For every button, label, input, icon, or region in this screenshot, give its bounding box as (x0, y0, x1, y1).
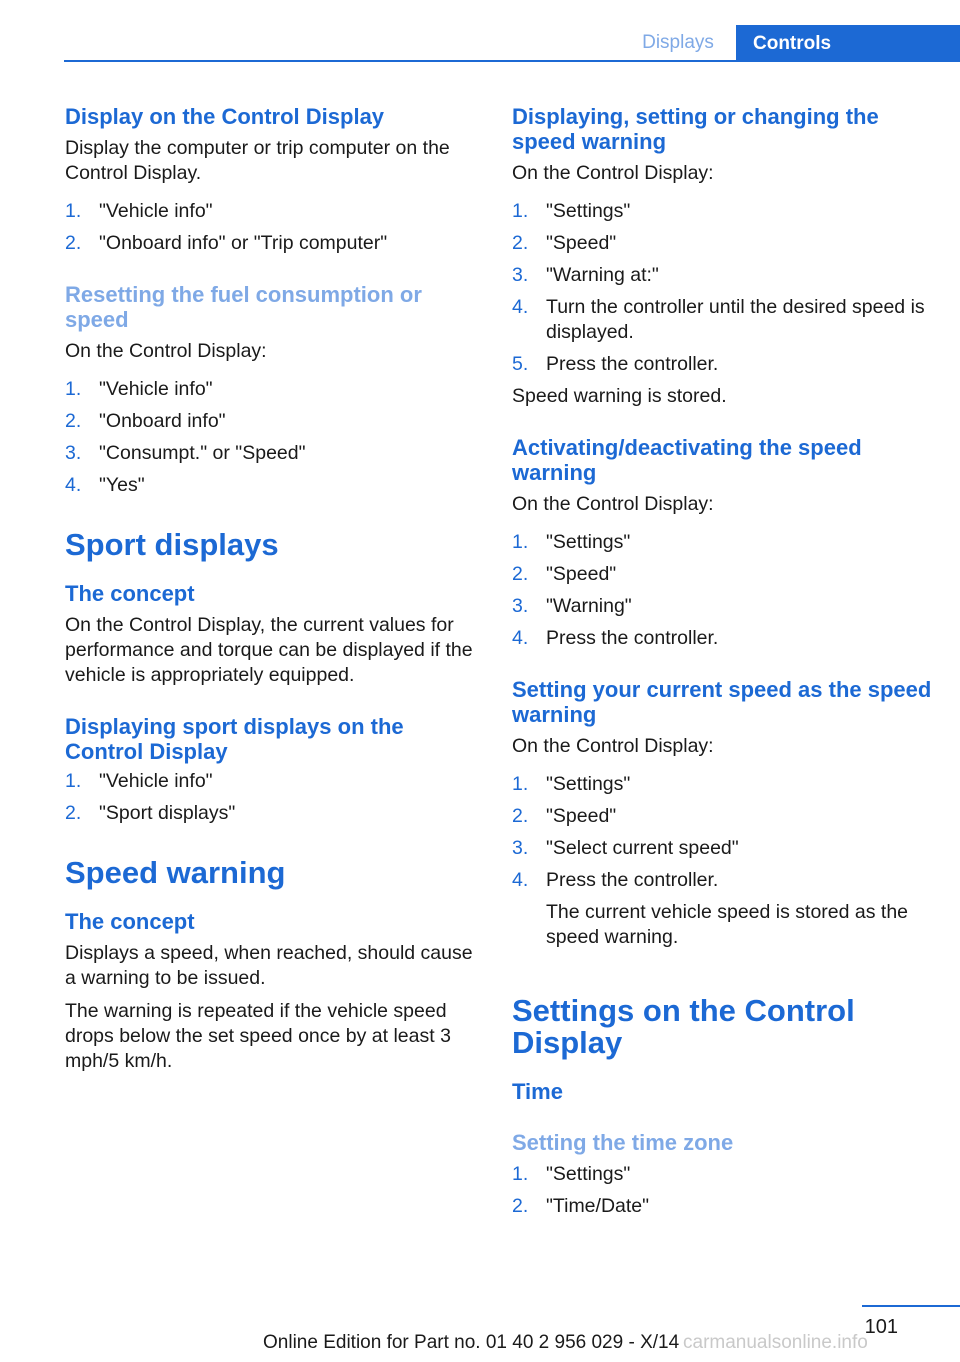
step-text: "Consumpt." or "Speed" (99, 442, 306, 464)
step-text: "Settings" (546, 1163, 631, 1185)
step-number: 1. (512, 1163, 529, 1185)
step-number: 2. (65, 410, 82, 432)
list-item (512, 199, 932, 224)
list-item (512, 1162, 932, 1187)
step-number: 2. (512, 1195, 529, 1217)
step-number: 1. (512, 200, 529, 222)
paragraph: Displays a speed, when reached, should cause a warning to be issued. (65, 942, 473, 989)
step-text: "Vehicle info" (99, 770, 213, 792)
paragraph: On the Control Display: (512, 493, 714, 515)
list-item (512, 231, 932, 256)
steps-list (65, 377, 485, 498)
step-text: "Speed" (546, 232, 617, 254)
step-number: 1. (65, 378, 82, 400)
step-text: "Sport displays" (99, 802, 236, 824)
step-number: 1. (512, 773, 529, 795)
list-item (512, 804, 932, 829)
header-divider (64, 60, 960, 62)
list-item (512, 530, 932, 555)
chapter-heading: Speed warning (65, 855, 286, 890)
tab-displays[interactable]: Displays (642, 32, 714, 53)
step-number: 2. (512, 563, 529, 585)
steps-list (65, 199, 485, 256)
edition-note: Online Edition for Part no. 01 40 2 956 029 - X/14 (263, 1332, 680, 1353)
step-text: "Warning at:" (546, 264, 659, 286)
section-heading: Display on the Control Display (65, 104, 385, 129)
left-column (65, 100, 485, 1074)
step-number: 1. (65, 770, 82, 792)
list-item (65, 801, 485, 826)
section-heading: The concept (65, 581, 195, 606)
step-number: 2. (512, 232, 529, 254)
list-item (65, 769, 485, 794)
step-number: 3. (512, 264, 529, 286)
list-item (512, 626, 932, 651)
steps-list (512, 1162, 932, 1219)
page-header (0, 0, 960, 64)
step-number: 1. (512, 531, 529, 553)
paragraph: On the Control Display: (512, 735, 714, 757)
steps-list (512, 199, 932, 377)
step-number: 3. (65, 442, 82, 464)
list-item (512, 295, 932, 345)
list-item (65, 441, 485, 466)
list-item (512, 772, 932, 797)
paragraph: Display the computer or trip computer on the Control Display. (65, 137, 450, 184)
step-number: 2. (65, 802, 82, 824)
list-item (65, 409, 485, 434)
list-item (512, 868, 932, 893)
section-heading: Resetting the fuel consumption or speed (65, 282, 422, 332)
step-text: "Vehicle info" (99, 200, 213, 222)
list-item (65, 199, 485, 224)
list-item (512, 1194, 932, 1219)
step-text: "Onboard info" (99, 410, 226, 432)
paragraph: On the Control Display: (512, 162, 714, 184)
step-number: 2. (512, 805, 529, 827)
list-item (512, 594, 932, 619)
step-note: The current vehicle speed is stored as the speed warning. (546, 901, 909, 948)
paragraph: The warning is repeated if the vehicle speed drops below the set speed once by at least 3 mph/5 km/h. (65, 1000, 451, 1072)
step-number: 2. (65, 232, 82, 254)
step-text: "Warning" (546, 595, 632, 617)
list-item (512, 836, 932, 861)
step-text: "Select current speed" (546, 837, 739, 859)
section-heading: Setting the time zone (512, 1130, 734, 1155)
step-text: "Settings" (546, 531, 631, 553)
step-number: 3. (512, 595, 529, 617)
step-number: 5. (512, 353, 529, 375)
list-item (512, 562, 932, 587)
step-number: 4. (512, 627, 529, 649)
step-text: Turn the controller until the desired speed is displayed. (546, 296, 925, 343)
list-item (65, 473, 485, 498)
paragraph: On the Control Display, the current values for performance and torque can be displayed if the vehicle is appropriately equipped. (65, 614, 473, 686)
list-item (512, 263, 932, 288)
step-number: 4. (512, 296, 529, 318)
step-text: "Settings" (546, 200, 631, 222)
section-heading: Time (512, 1079, 563, 1104)
page-number: 101 (864, 1316, 898, 1338)
list-item (512, 352, 932, 377)
chapter-heading: Settings on the Control Display (512, 993, 855, 1060)
steps-list (512, 772, 932, 893)
step-text: "Vehicle info" (99, 378, 213, 400)
section-heading: Activating/deactivating the speed warning (512, 435, 862, 485)
list-item (65, 377, 485, 402)
step-text: Press the controller. (546, 353, 719, 375)
right-column (512, 100, 932, 1219)
watermark: carmanualsonline.info (683, 1332, 868, 1353)
step-text: "Speed" (546, 805, 617, 827)
step-text: Press the controller. (546, 869, 719, 891)
step-text: "Yes" (99, 474, 145, 496)
section-heading: Displaying, setting or changing the speed warning (512, 104, 879, 154)
section-heading: Setting your current speed as the speed warning (512, 677, 932, 727)
chapter-heading: Sport displays (65, 527, 279, 562)
section-heading: Displaying sport displays on the Control Display (65, 714, 404, 764)
step-number: 3. (512, 837, 529, 859)
footer-divider (862, 1305, 960, 1307)
step-text: "Settings" (546, 773, 631, 795)
step-number: 4. (65, 474, 82, 496)
section-heading: The concept (65, 909, 195, 934)
paragraph: On the Control Display: (65, 340, 267, 362)
step-text: "Onboard info" or "Trip computer" (99, 232, 388, 254)
tab-controls[interactable]: Controls (736, 25, 960, 62)
step-text: "Time/Date" (546, 1195, 650, 1217)
step-number: 1. (65, 200, 82, 222)
paragraph: Speed warning is stored. (512, 385, 727, 407)
step-text: "Speed" (546, 563, 617, 585)
steps-list (65, 769, 485, 826)
step-text: Press the controller. (546, 627, 719, 649)
steps-list (512, 530, 932, 651)
step-number: 4. (512, 869, 529, 891)
list-item (65, 231, 485, 256)
